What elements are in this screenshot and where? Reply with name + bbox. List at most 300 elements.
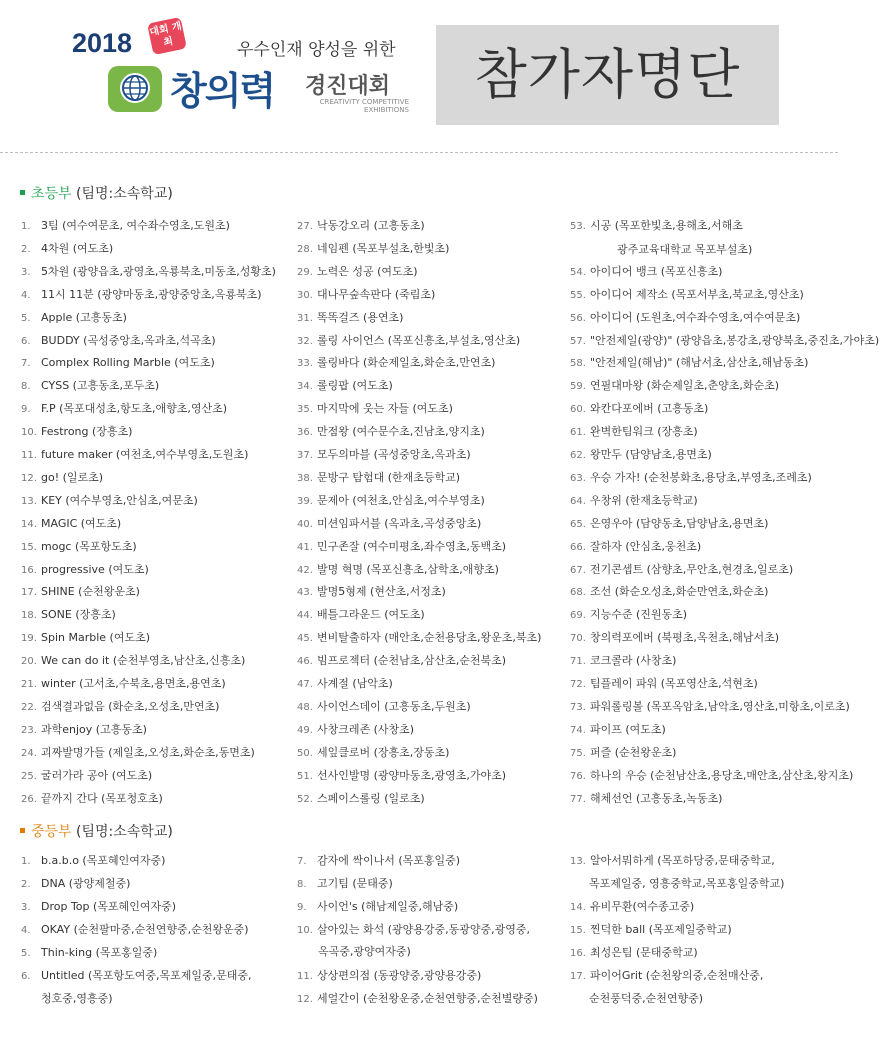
list-item-text: 알아서뭐하게 (목포하당중,문태중학교, [590, 854, 775, 867]
list-item [297, 265, 418, 280]
list-item [21, 723, 147, 738]
list-item-text: 최성은팀 (문태중학교) [590, 946, 698, 959]
list-item-text: 해체선언 (고흥동초,녹동초) [590, 791, 723, 805]
list-item-number: 3. [21, 266, 31, 278]
list-item-text: 빔프로젝터 (순천남초,삼산초,순천북초) [317, 654, 507, 668]
list-item-number: 59. [570, 381, 586, 393]
list-item-number: 13. [570, 856, 586, 867]
list-item-text: Apple (고흥동초) [41, 310, 127, 324]
list-item-text: 시공 (목포한빛초,용해초,서해초 [590, 219, 743, 232]
list-item-number: 42. [297, 564, 313, 576]
list-item-number: 46. [297, 656, 313, 668]
list-item-text: F.P (목포대성초,항도초,애향초,영산초) [41, 402, 228, 416]
list-item [21, 792, 163, 807]
list-item-text: 퍼즐 (순천왕운초) [590, 745, 677, 759]
list-item-continuation: 순천풍덕중,순천연향중) [589, 992, 704, 1005]
list-item [21, 585, 140, 600]
list-item-text: mogc (목포항도초) [41, 539, 137, 553]
list-item-number: 58. [570, 358, 586, 370]
list-item-number: 8. [297, 879, 307, 890]
badge-icon [147, 17, 187, 55]
list-item [570, 585, 768, 600]
list-item-number: 4. [21, 925, 31, 936]
list-item-number: 14. [21, 518, 37, 530]
list-item-number: 63. [570, 472, 586, 484]
list-item-number: 11. [297, 971, 313, 982]
list-item-number: 71. [570, 656, 586, 668]
list-item-text: 우승 가자! (순천봉화초,용당초,부영초,조례초) [590, 470, 812, 484]
list-item-number: 9. [21, 404, 31, 416]
list-item [570, 311, 800, 326]
list-item-number: 8. [21, 381, 31, 393]
list-item-text: 코크콜라 (사창초) [590, 654, 677, 668]
elementary-sub: (팀명:소속학교) [76, 186, 173, 202]
list-item [21, 494, 198, 509]
list-item [297, 563, 499, 578]
list-item [297, 792, 425, 807]
list-item-text: 잘하자 (안심초,웅천초) [590, 539, 702, 553]
list-item-number: 44. [297, 610, 313, 622]
list-item [297, 334, 520, 349]
list-item-number: 60. [570, 404, 586, 416]
list-item-number: 29. [297, 266, 313, 278]
list-item-text: 롤링 사이언스 (목포신흥초,부설초,영산초) [317, 333, 521, 347]
list-item-text: 연필대마왕 (화순제일초,춘양초,화순초) [590, 379, 780, 393]
list-item [570, 677, 758, 692]
list-item-number: 6. [21, 971, 31, 982]
list-item-text: BUDDY (곡성중앙초,옥과초,석곡초) [41, 333, 216, 347]
list-item [570, 288, 804, 303]
list-item-text: 전기콘셉트 (삼향초,무안초,현경초,일로초) [590, 562, 794, 576]
list-item [21, 356, 215, 371]
list-item-text: 파워롤링볼 (목포옥암초,남악초,영산초,미항초,이로초) [590, 699, 850, 713]
list-item [570, 923, 732, 938]
list-item-text: 창의력포에버 (북평초,옥천초,해남서초) [590, 631, 780, 645]
list-item [570, 700, 850, 715]
list-item-number: 34. [297, 381, 313, 393]
list-item [297, 585, 446, 600]
list-item-text: go! (일로초) [41, 470, 104, 484]
list-item [297, 700, 471, 715]
list-item-text: SHINE (순천왕운초) [41, 585, 140, 599]
list-item-text: 괴짜발명가들 (제일초,오성초,화순초,동면초) [41, 745, 255, 759]
list-item [297, 288, 435, 303]
list-item [297, 854, 460, 869]
list-item-number: 4. [21, 289, 31, 301]
list-item-text: 과학enjoy (고흥동초) [41, 722, 147, 736]
list-item [21, 631, 150, 646]
list-item-number: 17. [570, 971, 586, 982]
list-item-number: 20. [21, 656, 37, 668]
list-item-text: 똑똑걸즈 (용연초) [317, 310, 404, 324]
list-item-number: 9. [297, 902, 307, 913]
list-item-text: 발명5형제 (현산초,서정초) [317, 585, 446, 599]
list-item [21, 242, 113, 257]
divider [0, 152, 838, 153]
list-item [297, 900, 458, 915]
list-item-text: 왕만두 (담양남초,용면초) [590, 448, 712, 461]
list-item [297, 311, 403, 326]
list-item [570, 334, 879, 349]
list-item-text: 검색결과없음 (화순초,오성초,만연초) [41, 699, 220, 713]
list-item-text: KEY (여수부영초,안심초,여문초) [41, 493, 198, 507]
list-item [21, 379, 159, 394]
list-item [297, 969, 481, 984]
list-item-number: 36. [297, 427, 313, 439]
list-item-number: 12. [297, 994, 313, 1005]
list-item [297, 540, 506, 555]
page-title-box [436, 25, 779, 125]
list-item-number: 10. [297, 925, 313, 936]
list-item-number: 19. [21, 633, 37, 645]
list-item-number: 1. [21, 856, 31, 867]
list-item [570, 494, 698, 509]
list-item-text: 11시 11분 (광양마동초,광양중앙초,옥룡북초) [41, 287, 262, 301]
list-item [297, 517, 481, 532]
header [0, 0, 838, 150]
list-item [297, 992, 538, 1007]
list-item [570, 969, 763, 984]
list-item-text: Complex Rolling Marble (여도초) [41, 356, 215, 370]
list-item [21, 219, 230, 234]
middle-heading [20, 821, 173, 841]
list-item-text: DNA (광양제철중) [41, 877, 131, 890]
list-item-text: 4차원 (여도초) [41, 241, 114, 255]
list-item-number: 27. [297, 221, 313, 232]
list-item-number: 2. [21, 879, 31, 890]
list-item-number: 65. [570, 518, 586, 530]
list-item-text: 세잎클로버 (장흥초,장동초) [317, 745, 450, 759]
list-item [21, 288, 262, 303]
list-item-text: 팀플레이 파워 (목포영산초,석현초) [590, 677, 758, 690]
list-item [570, 746, 676, 761]
list-item [21, 334, 216, 349]
list-item-text: Spin Marble (여도초) [41, 631, 151, 645]
list-item [297, 923, 530, 938]
list-item-number: 54. [570, 266, 586, 278]
list-item-text: 우창위 (한재초등학교) [590, 493, 698, 507]
list-item-text: "안전제일(광양)" (광양읍초,봉강초,광양북초,중진초,가야초) [590, 333, 879, 347]
list-item-text: 5차원 (광양읍초,광영초,옥룡북초,미동초,성황초) [41, 264, 276, 278]
list-item [570, 900, 694, 915]
list-item-text: 하나의 우승 (순천남산초,용당초,매안초,삼산초,왕지초) [590, 768, 854, 782]
list-item-text: 변비탈출하자 (매안초,순천용당초,왕운초,북초) [317, 631, 542, 645]
list-item [21, 969, 252, 984]
list-item [570, 654, 676, 669]
list-item-text: CYSS (고흥동초,포두초) [41, 379, 160, 393]
list-item [297, 356, 495, 371]
badge-label: 대회 개최 [148, 20, 183, 49]
list-item-number: 40. [297, 518, 313, 530]
list-item-text: 문제아 (여천초,안심초,여수부영초) [317, 493, 485, 507]
list-item [21, 563, 149, 578]
list-item [570, 402, 708, 417]
list-item-text: Drop Top (목포혜인여자중) [41, 900, 176, 913]
list-item-continuation: 광주교육대학교 목포부설초) [617, 243, 753, 256]
list-item-text: MAGIC (여도초) [41, 516, 122, 530]
list-item-text: 사이언's (해남제일중,해남중) [317, 900, 459, 913]
list-item-number: 2. [21, 243, 31, 255]
year-label: 2018 [72, 28, 133, 58]
list-item-text: 찐덕한 ball (목포제일중학교) [590, 923, 732, 936]
list-item-text: 끝까지 간다 (목포청호초) [41, 791, 163, 805]
list-item [297, 402, 453, 417]
list-item [21, 448, 248, 463]
list-item [570, 219, 743, 234]
list-item-text: 감자에 싹이나서 (목포홍일중) [317, 854, 461, 867]
list-item-number: 13. [21, 495, 37, 507]
list-item-number: 45. [297, 633, 313, 645]
list-item-text: Festrong (장흥초) [41, 425, 133, 439]
list-item [570, 723, 666, 738]
list-item [570, 517, 768, 532]
list-item-number: 21. [21, 679, 37, 690]
list-item [21, 769, 152, 784]
list-item-number: 37. [297, 450, 313, 461]
list-item-text: 굴러가라 공아 (여도초) [41, 768, 153, 782]
list-item-text: 은영우아 (담양동초,담양남초,용면초) [590, 516, 769, 530]
slogan: 우수인재 양성을 위한 [237, 40, 396, 60]
list-item [21, 854, 165, 869]
list-item-text: 3팀 (여수여문초, 여수좌수영초,도원초) [41, 219, 230, 232]
list-item-text: 와칸다포에버 (고흥동초) [590, 402, 709, 416]
list-item [570, 448, 712, 463]
list-item-number: 50. [297, 747, 313, 759]
list-item-continuation: 목포제일중, 영흥중학교,목포홍일중학교) [589, 877, 785, 890]
list-item-text: future maker (여천초,여수부영초,도원초) [41, 448, 249, 461]
list-item [21, 517, 121, 532]
list-item-text: 낙동강오리 (고흥동초) [317, 219, 425, 232]
list-item-text: 스페이스롤링 (일로초) [317, 791, 425, 805]
list-item-text: Untitled (목포항도여중,목포제일중,문태중, [41, 969, 252, 982]
list-item-number: 24. [21, 747, 37, 759]
list-item-number: 38. [297, 472, 313, 484]
list-item-text: 파이어Grit (순천왕의중,순천매산중, [590, 969, 764, 982]
list-item-number: 32. [297, 335, 313, 347]
list-item-number: 17. [21, 587, 37, 599]
list-item-number: 23. [21, 724, 37, 736]
list-item [570, 540, 701, 555]
list-item [570, 792, 722, 807]
list-item [21, 677, 226, 692]
list-item [297, 448, 471, 463]
list-item-text: 지능수준 (진원동초) [590, 608, 688, 622]
list-item [297, 746, 449, 761]
list-item [21, 923, 249, 938]
list-item [297, 723, 414, 738]
list-item-text: b.a.b.o (목포혜인여자중) [41, 854, 166, 867]
list-item-text: progressive (여도초) [41, 562, 149, 576]
list-item-number: 5. [21, 948, 31, 959]
list-item-text: winter (고서초,수북초,용면초,용연초) [41, 677, 226, 690]
list-item-number: 16. [21, 564, 37, 576]
list-item [297, 877, 393, 892]
list-item-number: 6. [21, 335, 31, 347]
list-item-number: 31. [297, 312, 313, 324]
list-item [570, 563, 793, 578]
list-item-text: 사이언스데이 (고흥동초,두원초) [317, 699, 471, 713]
list-item-text: 마지막에 웃는 자들 (여도초) [317, 402, 453, 416]
list-item-number: 73. [570, 701, 586, 713]
list-item-text: SONE (장흥초) [41, 608, 116, 622]
list-item-text: 만점왕 (여수문수초,진남초,양지초) [317, 425, 485, 439]
list-item-number: 12. [21, 472, 37, 484]
list-item [570, 631, 779, 646]
list-item-text: "안전제일(해남)" (해남서초,삼산초,해남동초) [590, 356, 809, 370]
list-item-text: 아이디어 뱅크 (목포신흥초) [590, 264, 723, 278]
list-item-number: 16. [570, 948, 586, 959]
list-item-text: 선사인발명 (광양마동초,광영초,가야초) [317, 768, 507, 782]
list-item-number: 52. [297, 793, 313, 805]
list-item-text: 미션임파서블 (옥과초,곡성중앙초) [317, 516, 482, 530]
list-item-number: 69. [570, 610, 586, 622]
list-item [21, 608, 116, 623]
bullet-square-icon [20, 828, 25, 833]
contest-title: 경진대회 [305, 74, 391, 99]
list-item [297, 425, 485, 440]
list-item [297, 677, 393, 692]
list-item [21, 402, 227, 417]
list-item-text: 사창크레존 (사창초) [317, 722, 415, 736]
list-item-number: 39. [297, 495, 313, 507]
list-item [570, 425, 698, 440]
list-item-number: 76. [570, 770, 586, 782]
list-item-number: 67. [570, 564, 586, 576]
list-item-number: 18. [21, 610, 37, 622]
list-item-number: 3. [21, 902, 31, 913]
list-item-number: 77. [570, 793, 586, 805]
list-item-text: 모두의마블 (곡성중앙초,옥과초) [317, 448, 471, 461]
list-item [21, 654, 245, 669]
list-item [297, 242, 449, 257]
list-item-text: 유비무환(여수종고중) [590, 900, 695, 913]
page-title: 참가자명단 [474, 43, 741, 106]
list-item-number: 10. [21, 427, 37, 439]
globe-logo-icon [106, 58, 164, 116]
middle-sub: (팀명:소속학교) [76, 824, 173, 840]
list-item-number: 57. [570, 335, 586, 347]
list-item-text: 고기팀 (문태중) [317, 877, 393, 890]
list-item-text: 아이디어 (도원초,여수좌수영초,여수여문초) [590, 310, 801, 324]
list-item-number: 26. [21, 793, 37, 805]
list-item-number: 22. [21, 701, 37, 713]
list-item-number: 1. [21, 221, 31, 232]
list-item-text: 완벽한팀워크 (장흥초) [590, 425, 698, 439]
list-item-number: 25. [21, 770, 37, 782]
list-item-number: 68. [570, 587, 586, 599]
list-item-text: 노력은 성공 (여도초) [317, 264, 418, 278]
brand-title: 창의력 [170, 69, 275, 113]
list-item [297, 769, 506, 784]
list-item-number: 5. [21, 312, 31, 324]
list-item-text: 아이디어 제작소 (목포서부초,북교초,영산초) [590, 287, 804, 301]
bullet-square-icon [20, 190, 25, 195]
list-item-text: 민구존잘 (여수미평초,좌수영초,동백초) [317, 539, 507, 553]
list-item-text: 대나무숲속판다 (죽림초) [317, 287, 436, 301]
list-item-number: 49. [297, 724, 313, 736]
list-item [21, 700, 219, 715]
list-item-text: 롤링바다 (화순제일초,화순초,만연초) [317, 356, 496, 370]
list-item-number: 15. [21, 541, 37, 553]
list-item-number: 64. [570, 495, 586, 507]
list-item-number: 75. [570, 747, 586, 759]
list-item [21, 746, 255, 761]
list-item [21, 265, 276, 280]
list-item-number: 51. [297, 770, 313, 782]
list-item-number: 53. [570, 221, 586, 232]
list-item-number: 33. [297, 358, 313, 370]
list-item-text: 세얼간이 (순천왕운중,순천연향중,순천별량중) [317, 992, 538, 1005]
list-item-number: 62. [570, 450, 586, 461]
list-item [570, 769, 853, 784]
list-item-number: 55. [570, 289, 586, 301]
list-item [21, 900, 176, 915]
list-item-number: 66. [570, 541, 586, 553]
list-item-text: 상상편의점 (동광양중,광양용강중) [317, 969, 482, 982]
list-item-number: 14. [570, 902, 586, 913]
middle-label: 중등부 [31, 824, 72, 840]
list-item [21, 540, 137, 555]
list-item [297, 631, 541, 646]
list-item-continuation: 청호중,영흥중) [41, 992, 113, 1005]
list-item-text: 발명 혁명 (목포신흥초,삼학초,애향초) [317, 562, 499, 576]
list-item-number: 41. [297, 541, 313, 553]
list-item [570, 608, 687, 623]
list-item-text: Thin-king (목포홍일중) [41, 946, 158, 959]
list-item-number: 72. [570, 679, 586, 690]
list-item [21, 425, 132, 440]
list-item [297, 654, 506, 669]
list-item-number: 28. [297, 243, 313, 255]
list-item-number: 61. [570, 427, 586, 439]
list-item-number: 15. [570, 925, 586, 936]
list-item-number: 30. [297, 289, 313, 301]
list-item-number: 7. [21, 358, 31, 370]
list-item [297, 471, 460, 486]
list-item [570, 471, 812, 486]
list-item-number: 70. [570, 633, 586, 645]
list-item-number: 7. [297, 856, 307, 867]
list-item-number: 47. [297, 679, 313, 690]
list-item-text: 네임펜 (목포부설초,한빛초) [317, 241, 450, 255]
list-item-text: 살아있는 화석 (광양용강중,동광양중,광영중, [317, 923, 531, 936]
list-item [21, 311, 127, 326]
list-item-number: 56. [570, 312, 586, 324]
elementary-heading [20, 183, 173, 203]
list-item-text: 조선 (화순오성초,화순만연초,화순초) [590, 585, 769, 599]
elementary-label: 초등부 [31, 186, 72, 202]
list-item-text: OKAY (순천팔마중,순천연향중,순천왕운중) [41, 923, 249, 936]
list-item-text: 문방구 탐험대 (한재초등학교) [317, 470, 461, 484]
contest-english: CREATIVITY COMPETITIVE EXHIBITIONS [319, 98, 409, 114]
list-item-continuation: 옥곡중,광양여자중) [318, 945, 411, 958]
list-item-number: 11. [21, 450, 37, 461]
list-item [297, 608, 425, 623]
list-item [297, 494, 485, 509]
list-item [570, 265, 722, 280]
list-item-text: 롤링팝 (여도초) [317, 379, 393, 393]
list-item [21, 877, 130, 892]
list-item [570, 854, 775, 869]
list-item [297, 379, 393, 394]
list-item [21, 946, 157, 961]
list-item-text: 배틀그라운드 (여도초) [317, 608, 425, 622]
list-item [297, 219, 425, 234]
list-item-number: 48. [297, 701, 313, 713]
list-item [570, 946, 698, 961]
list-item-text: We can do it (순천부영초,남산초,신흥초) [41, 654, 246, 668]
list-item-number: 43. [297, 587, 313, 599]
